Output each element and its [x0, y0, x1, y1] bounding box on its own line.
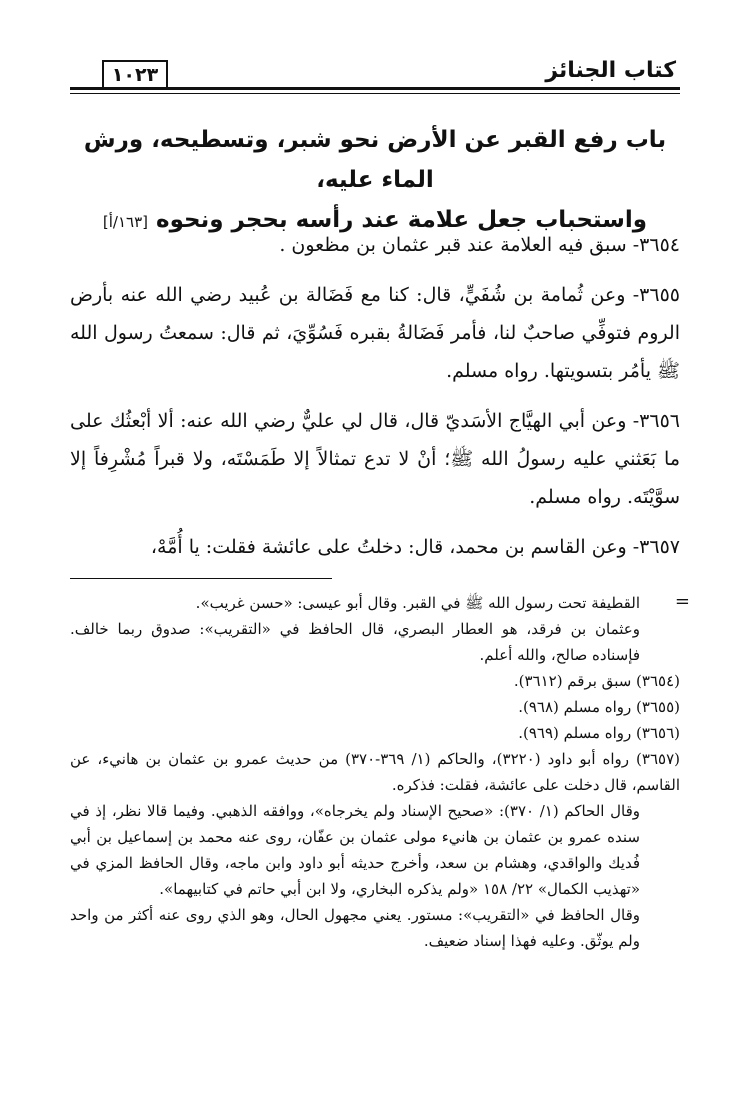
book-title: كتاب الجنائز	[545, 58, 676, 83]
footnote-line: وقال الحافظ في «التقريب»: مستور. يعني مجهول الحال، وهو الذي روى عنه أكثر من واحد ولم يوثّق. وعليه فهذا إسناد ضعيف.	[70, 906, 640, 950]
footnote-line: وقال الحاكم (١/ ٣٧٠): «صحيح الإسناد ولم يخرجاه»، ووافقه الذهبي. وفيما قالا نظر، إذ في سنده عمرو بن عثمان بن هانيء مولى عثمان بن عفّان، روى عنه محمد بن إسماعيل بن أبي فُديك والواقدي، وهشام بن سعد، وأخرج حديثه أبو داود وابن ماجه، وقال الحافظ المزي في «تهذيب الكمال» ٢٢/ ١٥٨ «ولم يذكره البخاري، ولا ابن أبي حاتم في كتابيهما».	[70, 802, 641, 898]
footnote-3657: (٣٦٥٧) رواه أبو داود (٣٢٢٠)، والحاكم (١/ ٣٦٩-٣٧٠) من حديث عمرو بن عثمان بن هانيء، عن القاسم، قال دخلت على عائشة، فقلت: فذكره.	[70, 750, 680, 794]
hadith-3654: ٣٦٥٤- سبق فيه العلامة عند قبر عثمان بن مظعون .	[279, 234, 680, 256]
footnote-3654: (٣٦٥٤) سبق برقم (٣٦١٢).	[513, 672, 680, 690]
header-rule-thin	[70, 93, 680, 94]
header-rule	[70, 87, 680, 90]
hadith-3656: ٣٦٥٦- وعن أبي الهيَّاج الأسَديّ قال، قال لي عليٌّ رضي الله عنه: ألا أبْعثُك على ما بَعَثني عليه رسولُ الله ﷺ؛ أنْ لا تدع تمثالاً إلا طَمَسْتَه، ولا قبراً مُشْرِفاً إلا سوَّيْتَه. رواه مسلم.	[70, 410, 680, 508]
hadith-3655: ٣٦٥٥- وعن ثُمامة بن شُفَيٍّ، قال: كنا مع فَضَالة بن عُبيد رضي الله عنه بأرض الروم فتوفِّي صاحبٌ لنا، فأمر فَضَالةُ بقبره فَسُوِّيَ، ثم قال: سمعتُ رسول الله ﷺ يأمُر بتسويتها. رواه مسلم.	[70, 284, 680, 382]
footnote-line: وعثمان بن فرقد، هو العطار البصري، قال الحافظ في «التقريب»: صدوق ربما خالف. فإسناده صالح، والله أعلم.	[70, 620, 640, 664]
footnote-3656: (٣٦٥٦) رواه مسلم (٩٦٩).	[518, 724, 680, 742]
chapter-heading	[70, 120, 680, 242]
footnote-divider	[70, 578, 332, 579]
chapter-title-line-1: باب رفع القبر عن الأرض نحو شبر، وتسطيحه، ورش الماء عليه،	[83, 127, 667, 193]
main-text	[70, 226, 680, 578]
hadith-3657: ٣٦٥٧- وعن القاسم بن محمد، قال: دخلتُ على عائشة فقلت: يا أُمَّهْ،	[150, 536, 680, 558]
footnotes	[70, 590, 680, 954]
footnote-continuation-mark: =	[674, 591, 690, 612]
footnote-line: القطيفة تحت رسول الله ﷺ في القبر. وقال أبو عيسى: «حسن غريب».	[195, 594, 640, 612]
page-number: ١٠٢٣	[102, 60, 168, 90]
chapter-title-line-2-text: واستحباب جعل علامة عند رأسه بحجر ونحوه	[156, 207, 648, 233]
footnote-3655: (٣٦٥٥) رواه مسلم (٩٦٨).	[518, 698, 680, 716]
page-header	[70, 56, 680, 92]
manuscript-folio-ref: [١٦٣/أ]	[102, 213, 148, 231]
